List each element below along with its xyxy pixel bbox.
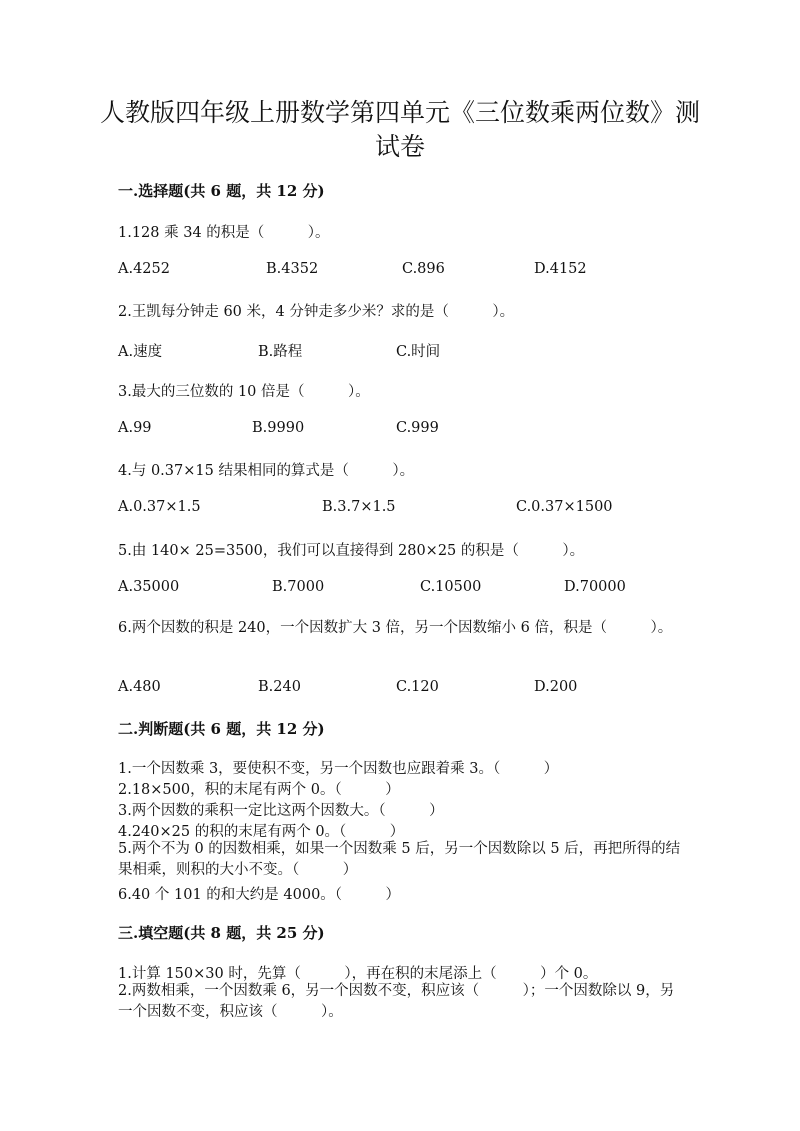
option-b: B.4352 [266, 261, 319, 277]
section-heading-fill-in: 三.填空题(共 8 题，共 25 分) [118, 924, 325, 942]
option-a: A.4252 [118, 261, 170, 277]
option-a: A.速度 [118, 344, 163, 360]
option-a: A.480 [118, 679, 161, 695]
question-text: 5.由 140× 25=3500，我们可以直接得到 280×25 的积是（ ）。 [118, 543, 585, 559]
statement-item: 5.两个不为 0 的因数相乘，如果一个因数乘 5 后，另一个因数除以 5 后，再把所得的结果相乘，则积的大小不变。（ ） [118, 841, 681, 878]
option-b: B.路程 [258, 344, 303, 360]
option-c: C.896 [402, 261, 445, 277]
option-b: B.7000 [272, 579, 325, 595]
option-d: D.200 [534, 679, 578, 695]
fill-in-item: 1.计算 150×30 时，先算（ ），再在积的末尾添上（ ）个 0。 [118, 966, 598, 982]
option-c: C.999 [396, 420, 439, 436]
option-b: B.240 [258, 679, 301, 695]
option-d: D.4152 [534, 261, 587, 277]
option-b: B.3.7×1.5 [322, 499, 396, 515]
option-a: A.0.37×1.5 [118, 499, 201, 515]
question-text: 4.与 0.37×15 结果相同的算式是（ ）。 [118, 463, 415, 479]
option-b: B.9990 [252, 420, 305, 436]
statement-item: 2.18×500，积的末尾有两个 0。（ ） [118, 782, 400, 798]
section-heading-choice: 一.选择题(共 6 题，共 12 分) [118, 182, 325, 200]
question-text: 2.王凯每分钟走 60 米，4 分钟走多少米？求的是（ ）。 [118, 304, 515, 320]
option-c: C.10500 [420, 579, 482, 595]
page-title: 人教版四年级上册数学第四单元《三位数乘两位数》测试卷 [100, 98, 701, 161]
option-c: C.时间 [396, 344, 441, 360]
option-c: C.120 [396, 679, 439, 695]
option-a: A.35000 [118, 579, 180, 595]
option-c: C.0.37×1500 [516, 499, 613, 515]
question-text: 6.两个因数的积是 240，一个因数扩大 3 倍，另一个因数缩小 6 倍，积是（ ）。 [118, 620, 673, 636]
statement-item: 3.两个因数的乘积一定比这两个因数大。（ ） [118, 803, 444, 819]
statement-item: 4.240×25 的积的末尾有两个 0。（ ） [118, 824, 405, 840]
question-text: 1.128 乘 34 的积是（ ）。 [118, 225, 330, 241]
question-text: 3.最大的三位数的 10 倍是（ ）。 [118, 384, 370, 400]
fill-in-item: 2.两数相乘，一个因数乘 6，另一个因数不变，积应该（ ）；一个因数除以 9，另一个因数不变，积应该（ ）。 [118, 983, 675, 1020]
option-a: A.99 [118, 420, 152, 436]
statement-item: 6.40 个 101 的和大约是 4000。（ ） [118, 887, 401, 903]
option-d: D.70000 [564, 579, 626, 595]
statement-item: 1.一个因数乘 3，要使积不变，另一个因数也应跟着乘 3。（ ） [118, 761, 559, 777]
section-heading-judgment: 二.判断题(共 6 题，共 12 分) [118, 720, 325, 738]
